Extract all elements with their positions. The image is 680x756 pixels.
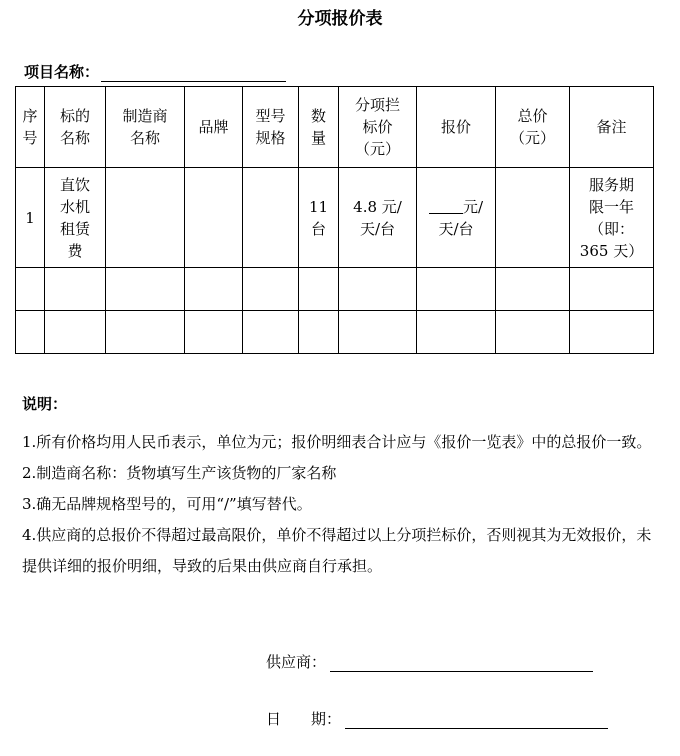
- notes-heading: 说明：: [22, 395, 68, 413]
- supplier-input-line[interactable]: [330, 655, 593, 672]
- note-item: 2.制造商名称：货物填写生产该货物的厂家名称: [22, 464, 337, 482]
- table-row: [16, 268, 654, 311]
- cell-cap-price: 4.8 元/ 天/台: [339, 168, 417, 268]
- cell-item: 直饮 水机 租赁 费: [45, 168, 106, 268]
- quote-unit-top: 元/: [462, 197, 484, 216]
- cell-manufacturer[interactable]: [106, 311, 185, 354]
- cell-cap-price[interactable]: [339, 311, 417, 354]
- quotation-table: [15, 86, 654, 354]
- cell-quote[interactable]: [417, 168, 496, 268]
- header-cell-brand: 品牌: [185, 87, 243, 168]
- quote-blank-line[interactable]: [429, 199, 463, 214]
- header-cell-quote: 报价: [417, 87, 496, 168]
- cell-quantity[interactable]: [299, 311, 339, 354]
- header-cell-index: 序 号: [16, 87, 45, 168]
- cell-quote[interactable]: [417, 311, 496, 354]
- note-item: 4.供应商的总报价不得超过最高限价，单价不得超过以上分项拦标价，否则视其为无效报价，未提供详细的报价明细，导致的后果由供应商自行承担。: [22, 526, 652, 575]
- date-signature: [266, 708, 608, 729]
- page-title: 分项报价表: [297, 9, 383, 29]
- cell-quote[interactable]: [417, 268, 496, 311]
- cell-manufacturer[interactable]: [106, 268, 185, 311]
- cell-model[interactable]: [243, 311, 299, 354]
- table-header-row: [16, 87, 654, 168]
- cell-manufacturer[interactable]: [106, 168, 185, 268]
- cell-cap-price[interactable]: [339, 268, 417, 311]
- supplier-label: 供应商：: [266, 653, 327, 671]
- notes-section: [22, 393, 652, 582]
- header-cell-manufacturer: 制造商 名称: [106, 87, 185, 168]
- header-cell-quantity: 数 量: [299, 87, 339, 168]
- note-item: 1.所有价格均用人民币表示，单位为元；报价明细表合计应与《报价一览表》中的总报价一致。: [22, 433, 652, 451]
- cell-brand[interactable]: [185, 168, 243, 268]
- cell-brand[interactable]: [185, 268, 243, 311]
- header-cell-total: 总价 （元）: [496, 87, 570, 168]
- supplier-signature: [266, 651, 593, 672]
- cell-index[interactable]: [16, 311, 45, 354]
- project-name-field: [24, 61, 286, 82]
- cell-remark: 服务期 限一年 （即： 365 天）: [570, 168, 654, 268]
- cell-total[interactable]: [496, 168, 570, 268]
- cell-index[interactable]: [16, 268, 45, 311]
- header-cell-cap-price: 分项拦 标价 （元）: [339, 87, 417, 168]
- cell-quantity: 11 台: [299, 168, 339, 268]
- note-item: 3.确无品牌规格型号的，可用“/”填写替代。: [22, 495, 312, 513]
- header-cell-item: 标的 名称: [45, 87, 106, 168]
- date-label: 日 期：: [266, 710, 342, 728]
- cell-brand[interactable]: [185, 311, 243, 354]
- cell-quantity[interactable]: [299, 268, 339, 311]
- date-input-line[interactable]: [345, 712, 608, 729]
- cell-model[interactable]: [243, 268, 299, 311]
- cell-index: 1: [16, 168, 45, 268]
- cell-remark[interactable]: [570, 311, 654, 354]
- cell-item[interactable]: [45, 268, 106, 311]
- cell-total[interactable]: [496, 311, 570, 354]
- project-name-input-line[interactable]: [101, 65, 286, 82]
- cell-remark[interactable]: [570, 268, 654, 311]
- quote-unit-bottom: 天/台: [438, 219, 474, 238]
- cell-model[interactable]: [243, 168, 299, 268]
- cell-item[interactable]: [45, 311, 106, 354]
- header-cell-model: 型号 规格: [243, 87, 299, 168]
- header-cell-remark: 备注: [570, 87, 654, 168]
- cell-total[interactable]: [496, 268, 570, 311]
- table-row: [16, 311, 654, 354]
- project-name-label: 项目名称：: [24, 63, 100, 81]
- table-row: [16, 168, 654, 268]
